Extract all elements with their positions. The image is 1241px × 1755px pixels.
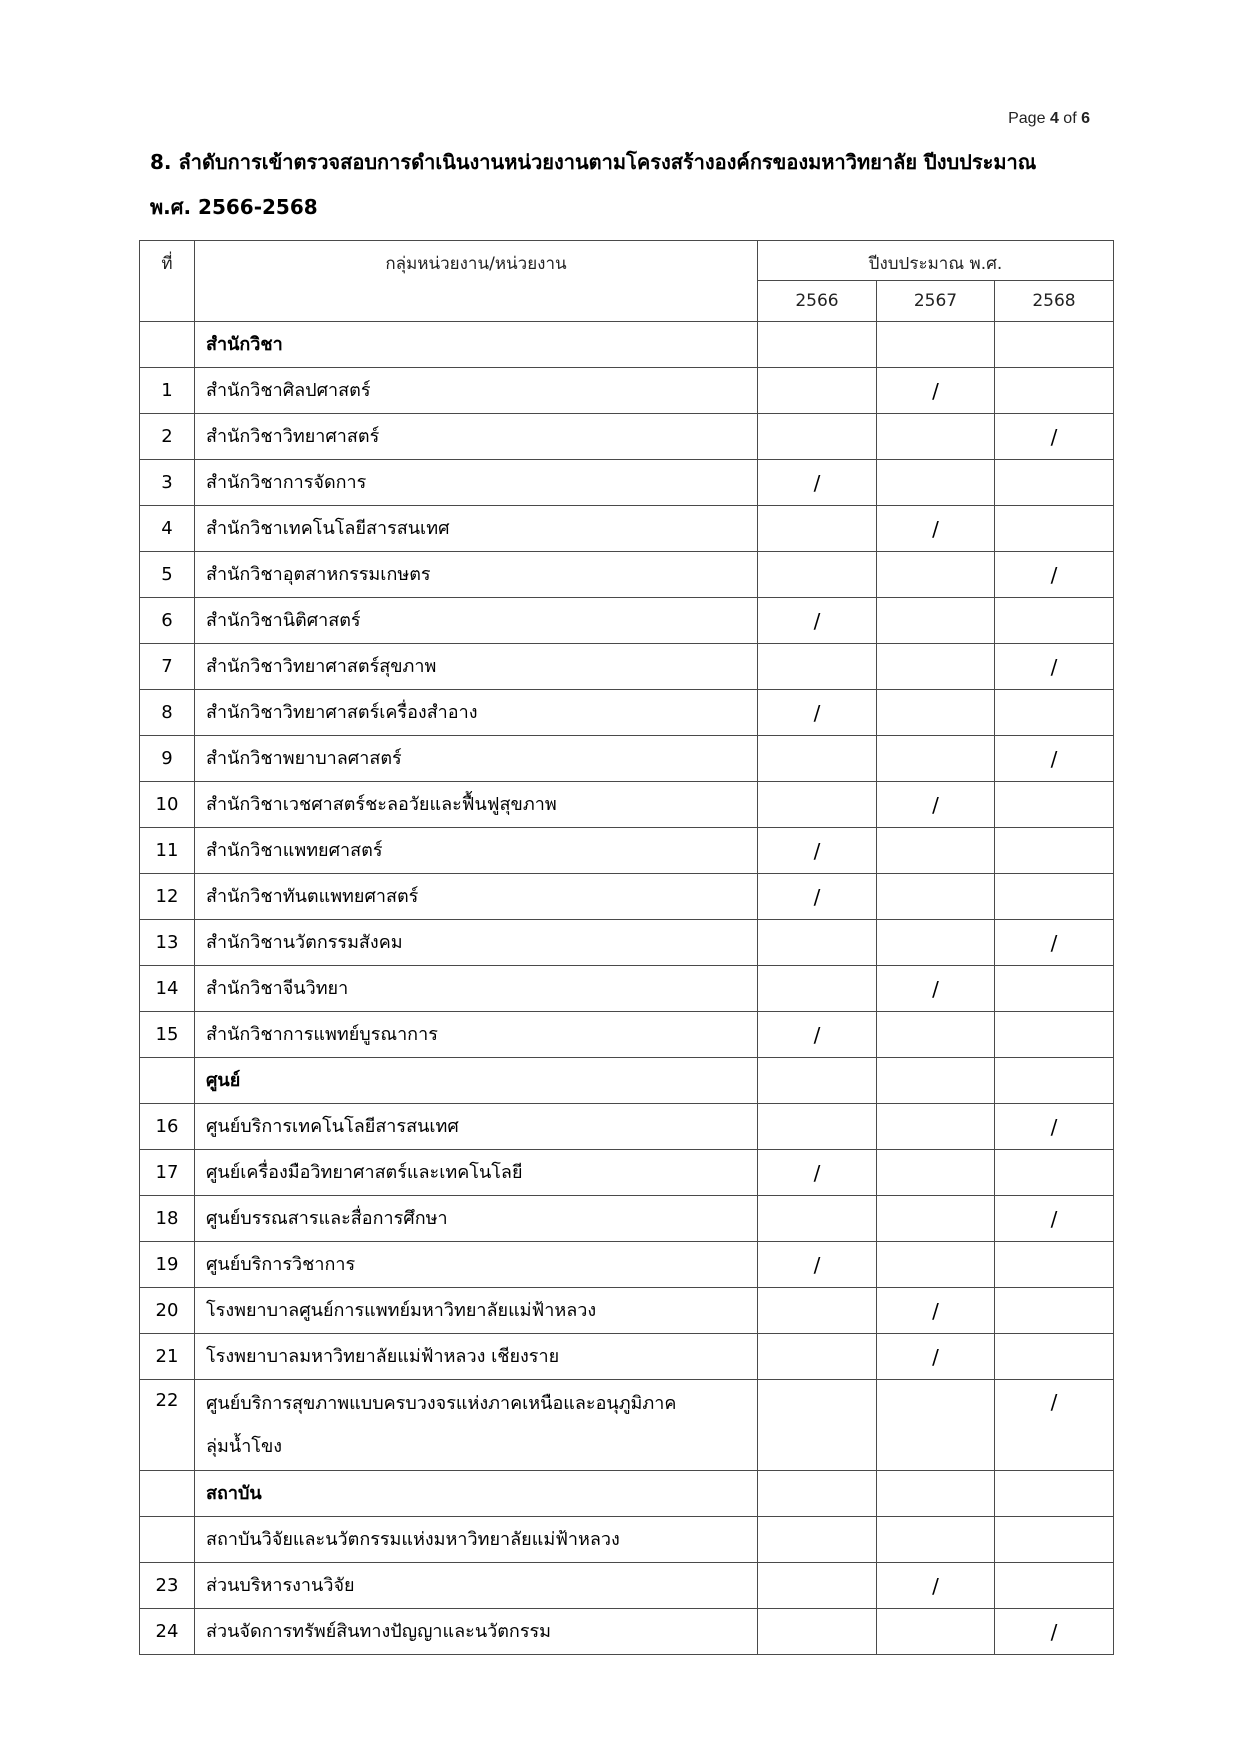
row-number (140, 1517, 195, 1563)
audit-mark-2567 (877, 322, 995, 368)
audit-mark-2568: / (995, 644, 1114, 690)
audit-mark-2567: / (877, 1563, 995, 1609)
section-heading-line1: 8. ลำดับการเข้าตรวจสอบการดำเนินงานหน่วยงานตามโครงสร้างองค์กรของมหาวิทยาลัย ปีงบประมาณ (150, 150, 1037, 174)
audit-mark-2566 (758, 368, 877, 414)
audit-mark-2568: / (995, 1609, 1114, 1655)
table-row (140, 552, 1114, 598)
audit-mark-2566 (758, 966, 877, 1012)
table-row (140, 1609, 1114, 1655)
row-number: 7 (140, 644, 195, 690)
audit-mark-2566 (758, 322, 877, 368)
row-number: 16 (140, 1104, 195, 1150)
row-number: 13 (140, 920, 195, 966)
page-current: 4 (1049, 110, 1059, 127)
audit-mark-2567 (877, 1609, 995, 1655)
audit-mark-2568 (995, 828, 1114, 874)
audit-mark-2567: / (877, 506, 995, 552)
audit-mark-2568 (995, 1563, 1114, 1609)
table-row (140, 1288, 1114, 1334)
audit-mark-2567: / (877, 368, 995, 414)
table-row (140, 1334, 1114, 1380)
unit-name: สำนักวิชาจีนวิทยา (195, 966, 758, 1012)
audit-mark-2566 (758, 506, 877, 552)
audit-mark-2566 (758, 414, 877, 460)
section-heading-line2: พ.ศ. 2566-2568 (150, 195, 318, 219)
audit-mark-2568: / (995, 1104, 1114, 1150)
row-number (140, 1471, 195, 1517)
audit-mark-2568 (995, 1242, 1114, 1288)
unit-name: สำนักวิชานิติศาสตร์ (195, 598, 758, 644)
unit-name: สำนักวิชาเทคโนโลยีสารสนเทศ (195, 506, 758, 552)
audit-mark-2568: / (995, 552, 1114, 598)
table-row (140, 828, 1114, 874)
table-row (140, 690, 1114, 736)
column-header-year-2566: 2566 (758, 281, 877, 322)
unit-name: สำนักวิชาทันตแพทยศาสตร์ (195, 874, 758, 920)
table-row (140, 736, 1114, 782)
group-name: ศูนย์ (195, 1058, 758, 1104)
row-number: 18 (140, 1196, 195, 1242)
table-header-row (140, 241, 1114, 281)
row-number: 17 (140, 1150, 195, 1196)
audit-mark-2568 (995, 782, 1114, 828)
row-number: 5 (140, 552, 195, 598)
table-row (140, 1242, 1114, 1288)
audit-mark-2568 (995, 874, 1114, 920)
audit-mark-2566: / (758, 1242, 877, 1288)
audit-mark-2567 (877, 828, 995, 874)
table-row (140, 644, 1114, 690)
audit-mark-2568 (995, 1334, 1114, 1380)
page-label: Page (1008, 110, 1046, 127)
audit-mark-2566 (758, 1104, 877, 1150)
table-body (140, 322, 1114, 1655)
audit-mark-2566 (758, 552, 877, 598)
unit-name: สำนักวิชาการแพทย์บูรณาการ (195, 1012, 758, 1058)
audit-mark-2566: / (758, 460, 877, 506)
audit-mark-2566: / (758, 1150, 877, 1196)
audit-mark-2567 (877, 414, 995, 460)
audit-mark-2566: / (758, 690, 877, 736)
audit-mark-2568: / (995, 1196, 1114, 1242)
audit-mark-2567 (877, 736, 995, 782)
section-heading (150, 140, 1110, 230)
audit-mark-2568 (995, 1012, 1114, 1058)
column-header-unit: กลุ่มหน่วยงาน/หน่วยงาน (195, 241, 758, 322)
table-row (140, 874, 1114, 920)
page-total: 6 (1081, 110, 1090, 127)
audit-mark-2568 (995, 322, 1114, 368)
audit-mark-2567 (877, 1196, 995, 1242)
row-number: 24 (140, 1609, 195, 1655)
audit-mark-2568: / (995, 736, 1114, 782)
audit-mark-2568 (995, 506, 1114, 552)
column-header-budget-year: ปีงบประมาณ พ.ศ. (758, 241, 1114, 281)
row-number: 9 (140, 736, 195, 782)
row-number (140, 322, 195, 368)
table-row (140, 782, 1114, 828)
audit-mark-2566 (758, 1563, 877, 1609)
unit-name: สำนักวิชานวัตกรรมสังคม (195, 920, 758, 966)
unit-name: ศูนย์บริการเทคโนโลยีสารสนเทศ (195, 1104, 758, 1150)
unit-name-line1: ศูนย์บริการสุขภาพแบบครบวงจรแห่งภาคเหนือและอนุภูมิภาค (206, 1393, 677, 1414)
page-of: of (1063, 110, 1077, 127)
audit-mark-2566: / (758, 874, 877, 920)
row-number: 23 (140, 1563, 195, 1609)
table-row (140, 1012, 1114, 1058)
audit-mark-2568 (995, 598, 1114, 644)
audit-mark-2566 (758, 1196, 877, 1242)
row-number: 15 (140, 1012, 195, 1058)
group-header-row (140, 1058, 1114, 1104)
audit-mark-2567 (877, 1380, 995, 1471)
row-number: 2 (140, 414, 195, 460)
unit-name: สถาบันวิจัยและนวัตกรรมแห่งมหาวิทยาลัยแม่ฟ้าหลวง (195, 1517, 758, 1563)
group-name: สถาบัน (195, 1471, 758, 1517)
row-number: 19 (140, 1242, 195, 1288)
audit-mark-2567 (877, 1242, 995, 1288)
audit-mark-2567: / (877, 782, 995, 828)
audit-mark-2567 (877, 1150, 995, 1196)
audit-mark-2566 (758, 920, 877, 966)
row-number (140, 1058, 195, 1104)
audit-mark-2567: / (877, 966, 995, 1012)
row-number: 20 (140, 1288, 195, 1334)
row-number: 3 (140, 460, 195, 506)
column-header-year-2568: 2568 (995, 281, 1114, 322)
audit-mark-2568 (995, 1517, 1114, 1563)
audit-mark-2567 (877, 1012, 995, 1058)
row-number: 22 (140, 1380, 195, 1471)
unit-name: ศูนย์บรรณสารและสื่อการศึกษา (195, 1196, 758, 1242)
audit-mark-2566: / (758, 1012, 877, 1058)
table-row (140, 1104, 1114, 1150)
row-number: 6 (140, 598, 195, 644)
audit-mark-2568: / (995, 920, 1114, 966)
unit-name: โรงพยาบาลศูนย์การแพทย์มหาวิทยาลัยแม่ฟ้าหลวง (195, 1288, 758, 1334)
group-name: สำนักวิชา (195, 322, 758, 368)
column-header-year-2567: 2567 (877, 281, 995, 322)
audit-mark-2567 (877, 874, 995, 920)
audit-mark-2566 (758, 782, 877, 828)
table-row (140, 368, 1114, 414)
audit-mark-2566: / (758, 598, 877, 644)
unit-name: ศูนย์เครื่องมือวิทยาศาสตร์และเทคโนโลยี (195, 1150, 758, 1196)
table-row (140, 1196, 1114, 1242)
table-row (140, 460, 1114, 506)
row-number: 1 (140, 368, 195, 414)
audit-mark-2566 (758, 1609, 877, 1655)
unit-name: สำนักวิชาวิทยาศาสตร์สุขภาพ (195, 644, 758, 690)
audit-mark-2568 (995, 460, 1114, 506)
audit-mark-2568 (995, 1150, 1114, 1196)
table-row (140, 506, 1114, 552)
audit-mark-2567: / (877, 1288, 995, 1334)
unit-name: สำนักวิชาวิทยาศาสตร์เครื่องสำอาง (195, 690, 758, 736)
page-number (1008, 110, 1090, 128)
audit-mark-2568 (995, 1058, 1114, 1104)
audit-mark-2568 (995, 690, 1114, 736)
unit-name: สำนักวิชาอุตสาหกรรมเกษตร (195, 552, 758, 598)
column-header-no: ที่ (140, 241, 195, 322)
audit-mark-2567 (877, 1517, 995, 1563)
audit-mark-2568: / (995, 414, 1114, 460)
audit-mark-2567 (877, 598, 995, 644)
table-row (140, 1563, 1114, 1609)
row-number: 14 (140, 966, 195, 1012)
unit-name: โรงพยาบาลมหาวิทยาลัยแม่ฟ้าหลวง เชียงราย (195, 1334, 758, 1380)
audit-mark-2566 (758, 1058, 877, 1104)
unit-name: สำนักวิชาวิทยาศาสตร์ (195, 414, 758, 460)
audit-mark-2567: / (877, 1334, 995, 1380)
audit-mark-2566 (758, 1288, 877, 1334)
audit-mark-2567 (877, 1104, 995, 1150)
row-number: 10 (140, 782, 195, 828)
table-row (140, 920, 1114, 966)
table-row (140, 1380, 1114, 1471)
unit-name-line2: ลุ่มน้ำโขง (206, 1436, 283, 1457)
unit-name: สำนักวิชาแพทยศาสตร์ (195, 828, 758, 874)
row-number: 12 (140, 874, 195, 920)
unit-name: สำนักวิชาการจัดการ (195, 460, 758, 506)
audit-mark-2568 (995, 368, 1114, 414)
unit-name: สำนักวิชาศิลปศาสตร์ (195, 368, 758, 414)
audit-mark-2566 (758, 1334, 877, 1380)
unit-name: ศูนย์บริการวิชาการ (195, 1242, 758, 1288)
audit-mark-2567 (877, 690, 995, 736)
unit-name: สำนักวิชาพยาบาลศาสตร์ (195, 736, 758, 782)
audit-mark-2566 (758, 1517, 877, 1563)
audit-mark-2566 (758, 1471, 877, 1517)
table-row (140, 966, 1114, 1012)
audit-schedule-table (139, 240, 1114, 1655)
audit-mark-2566 (758, 736, 877, 782)
audit-mark-2567 (877, 1058, 995, 1104)
table-row (140, 1517, 1114, 1563)
unit-name: สำนักวิชาเวชศาสตร์ชะลอวัยและฟื้นฟูสุขภาพ (195, 782, 758, 828)
row-number: 11 (140, 828, 195, 874)
table-row (140, 598, 1114, 644)
unit-name: ส่วนจัดการทรัพย์สินทางปัญญาและนวัตกรรม (195, 1609, 758, 1655)
row-number: 4 (140, 506, 195, 552)
audit-mark-2567 (877, 1471, 995, 1517)
table-row (140, 414, 1114, 460)
unit-name: ส่วนบริหารงานวิจัย (195, 1563, 758, 1609)
row-number: 8 (140, 690, 195, 736)
audit-mark-2567 (877, 920, 995, 966)
audit-mark-2567 (877, 644, 995, 690)
audit-mark-2567 (877, 460, 995, 506)
audit-mark-2567 (877, 552, 995, 598)
audit-mark-2568 (995, 966, 1114, 1012)
unit-name (195, 1380, 758, 1471)
audit-mark-2568 (995, 1288, 1114, 1334)
audit-mark-2566 (758, 644, 877, 690)
group-header-row (140, 1471, 1114, 1517)
group-header-row (140, 322, 1114, 368)
audit-mark-2568: / (995, 1380, 1114, 1471)
row-number: 21 (140, 1334, 195, 1380)
audit-mark-2568 (995, 1471, 1114, 1517)
table-row (140, 1150, 1114, 1196)
audit-mark-2566: / (758, 828, 877, 874)
audit-mark-2566 (758, 1380, 877, 1471)
